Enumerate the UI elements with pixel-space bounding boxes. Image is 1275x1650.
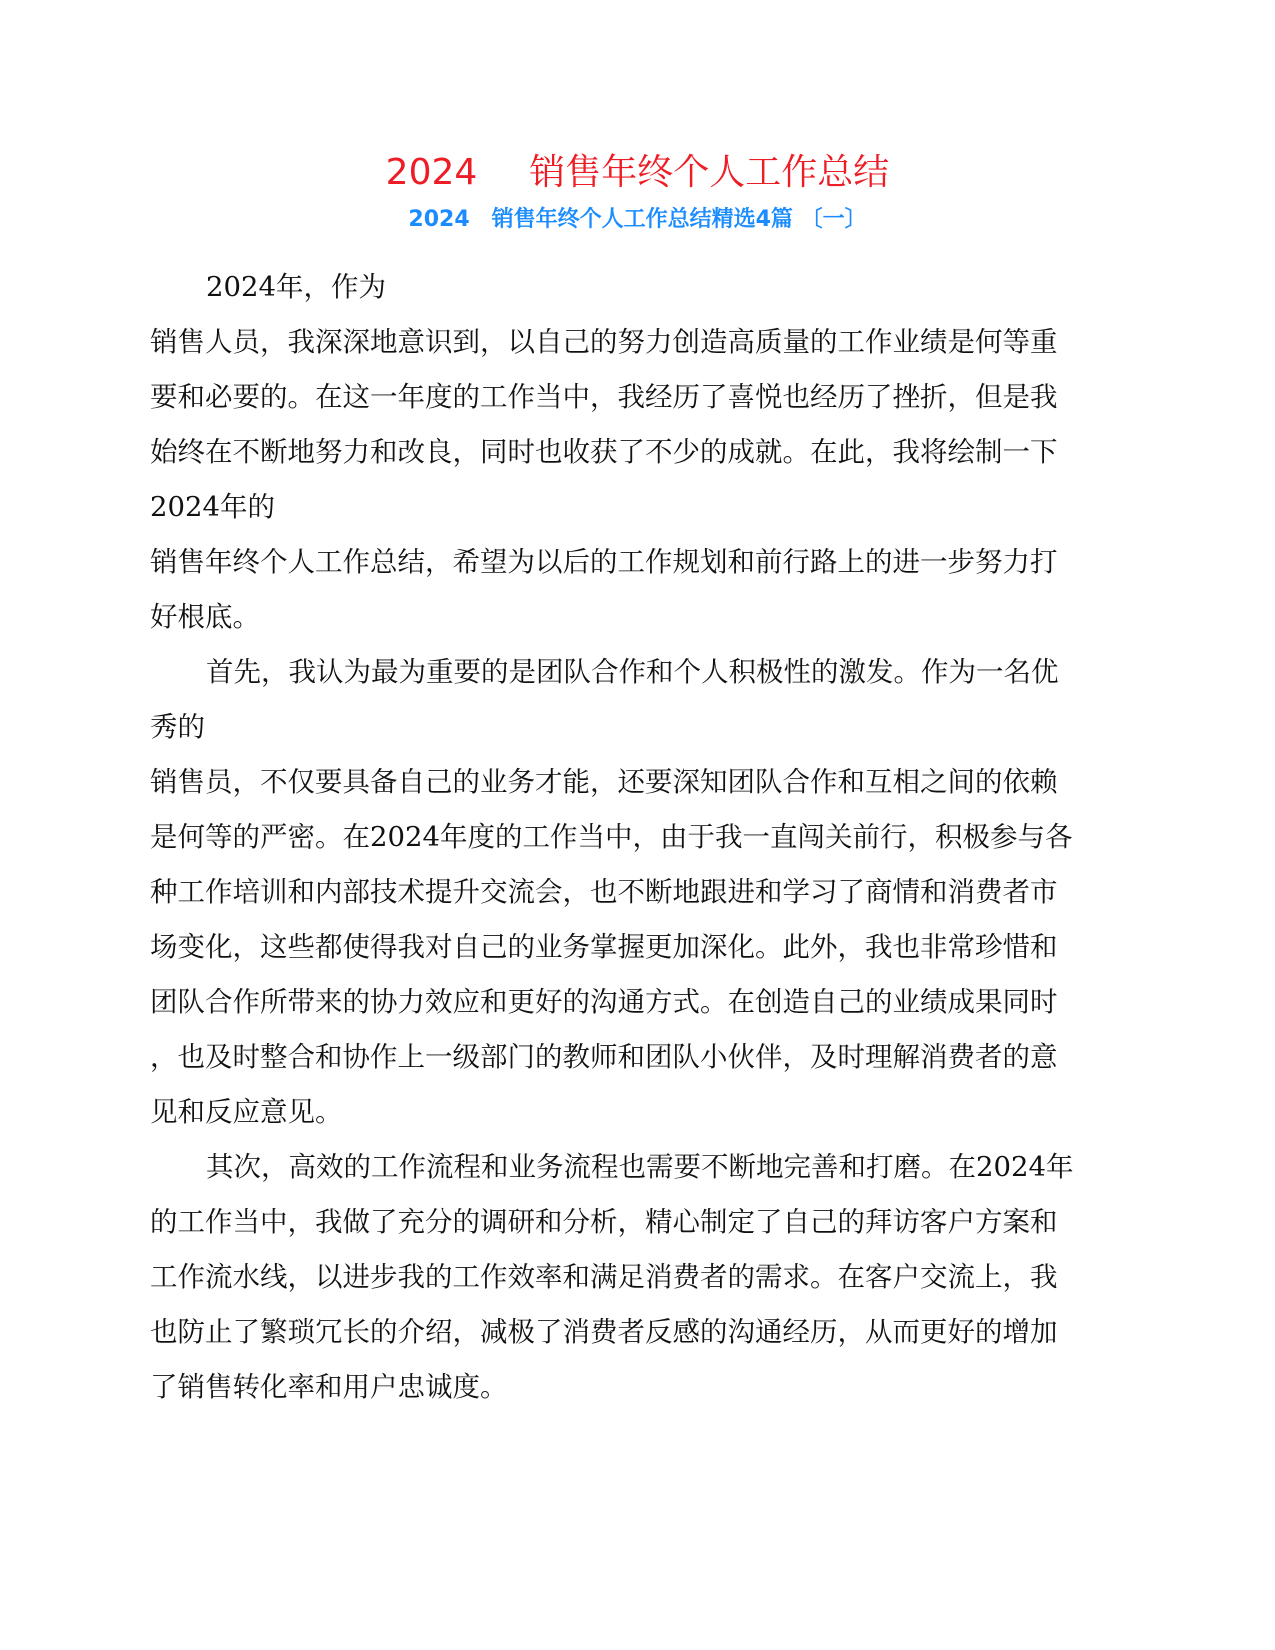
body-line: ，也及时整合和协作上一级部门的教师和团队小伙伴，及时理解消费者的意 [150,1041,1058,1073]
body-line: 也防止了繁琐冗长的介绍，减极了消费者反感的沟通经历，从而更好的增加 [150,1316,1058,1348]
body-line: 其次，高效的工作流程和业务流程也需要不断地完善和打磨。在2024年 [206,1151,1074,1183]
body-line: 2024年，作为 [206,271,386,303]
body-line: 了销售转化率和用户忠诚度。 [150,1371,508,1403]
body-line: 要和必要的。在这一年度的工作当中，我经历了喜悦也经历了挫折，但是我 [150,381,1058,413]
body-line: 好根底。 [150,601,260,633]
body-line: 场变化，这些都使得我对自己的业务掌握更加深化。此外，我也非常珍惜和 [150,931,1058,963]
body-line: 是何等的严密。在2024年度的工作当中，由于我一直闯关前行，积极参与各 [150,821,1073,853]
subtitle-text: 销售年终个人工作总结精选4篇 〔一〕 [491,207,867,232]
body-line: 种工作培训和内部技术提升交流会，也不断地跟进和学习了商情和消费者市 [150,876,1058,908]
body-line: 的工作当中，我做了充分的调研和分析，精心制定了自己的拜访客户方案和 [150,1206,1058,1238]
body-line: 销售员，不仅要具备自己的业务才能，还要深知团队合作和互相之间的依赖 [150,766,1058,798]
body-line: 始终在不断地努力和改良，同时也收获了不少的成就。在此，我将绘制一下 [150,436,1058,468]
body-line: 工作流水线，以进步我的工作效率和满足消费者的需求。在客户交流上，我 [150,1261,1058,1293]
document-body [150,260,1125,1415]
page-title [0,150,1275,196]
body-line: 首先，我认为最为重要的是团队合作和个人积极性的激发。作为一名优 [206,656,1059,688]
body-line: 2024年的 [150,491,275,523]
body-line: 团队合作所带来的协力效应和更好的沟通方式。在创造自己的业绩成果同时 [150,986,1058,1018]
body-line: 见和反应意见。 [150,1096,343,1128]
page-subtitle [0,204,1275,236]
title-year: 2024 [385,152,478,193]
body-line: 销售年终个人工作总结，希望为以后的工作规划和前行路上的进一步努力打 [150,546,1058,578]
body-line: 销售人员，我深深地意识到，以自己的努力创造高质量的工作业绩是何等重 [150,326,1058,358]
body-line: 秀的 [150,711,205,743]
subtitle-year: 2024 [408,207,470,232]
title-text: 销售年终个人工作总结 [529,152,890,193]
